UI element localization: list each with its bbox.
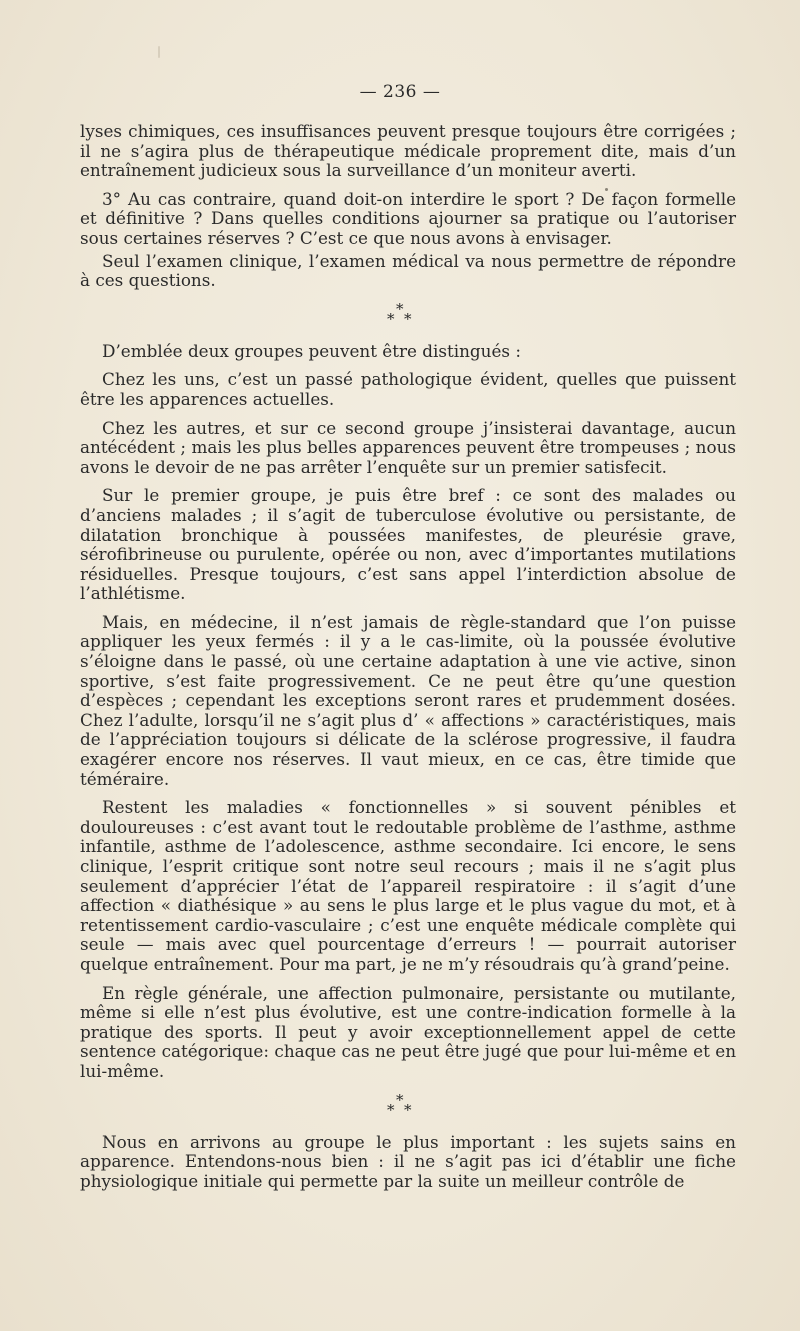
paragraph: Sur le premier groupe, je puis être bref : ce sont des malades ou d’anciens malades ; il s’agit de tuberculose évolutive ou persistante, de dilatation bronchique à poussées manifestes, de pleurésie grave, sérofibrineuse ou purulente, opérée ou non, avec d’importantes mutilations résiduelles. Presque toujours, c’est sans appel l’interdiction absolue de l’athlétisme. [80, 485, 736, 604]
paragraph: Mais, en médecine, il n’est jamais de règle-standard que l’on puisse appliquer les yeux fermés : il y a le cas-limite, où la poussée évolutive s’éloigne dans le passé, où une certaine adaptation à une vie active, sinon sportive, s’est faite progressivement. Ce ne peut être qu’une question d’espèces ; cependant les exceptions seront rares et prudemment dosées. Chez l’adulte, lorsqu’il ne s’agit plus d’ « affections » caractéristiques, mais de l’appréciation toujours si délicate de la sclérose progressive, il faudra exagérer encore nos réserves. Il vaut mieux, en ce cas, être timide que téméraire. [80, 611, 736, 789]
paragraph: Chez les uns, c’est un passé pathologique évident, quelles que puissent être les apparences actuelles. [80, 369, 736, 409]
paragraph: Seul l’examen clinique, l’examen médical va nous permettre de répondre à ces questions. [80, 250, 736, 291]
paragraph: Nous en arrivons au groupe le plus important : les sujets sains en apparence. Entendons-nous bien : il ne s’agit pas ici d’établir une fiche physiologique initiale qui permette par la suite un meilleur contrôle de [80, 1131, 736, 1191]
paragraph: Restent les maladies « fonctionnelles » si souvent pénibles et douloureuses : c’est avant tout le redoutable problème de l’asthme, asthme infantile, asthme de l’adolescence, asthme secondaire. Ici encore, le sens clinique, l’esprit critique sont notre seul recours ; mais il ne s’agit plus seulement d’apprécier l’état de l’appareil respiratoire : il s’agit d’une affection « diathésique » au sens le plus large et le plus vague du mot, et à retentissement cardio-vasculaire ; c’est une enquête médicale complète qui seule — mais avec quel pourcentage d’erreurs ! — pourrait autoriser quelque entraînement. Pour ma part, je ne m’y résoudrais qu’à grand’peine. [80, 797, 736, 974]
asterisk: * [404, 1100, 412, 1119]
paragraph: 3° Au cas contraire, quand doit-on interdire le sport ? De façon formelle et définitive ? Dans quelles conditions ajourner sa pratique ou l’autoriser sous certaines réserves ? C’est ce que nous avons à envisager. [80, 188, 736, 248]
paragraph: D’emblée deux groupes peuvent être distingués : [102, 340, 521, 361]
asterisk: * [396, 1090, 404, 1109]
paper-speck [158, 46, 160, 58]
article-body [80, 122, 736, 1200]
section-separator [80, 1091, 736, 1125]
paragraph: En règle générale, une affection pulmonaire, persistante ou mutilante, même si elle n’est plus évolutive, est une contre-indication formelle à la pratique des sports. Il peut y avoir exceptionnellement appel de cette sentence catégorique: chaque cas ne peut être jugé que pour lui-même et en lui-même. [80, 982, 736, 1081]
paragraph: lyses chimiques, ces insuffisances peuvent presque toujours être corrigées ; il ne s’agira plus de thérapeutique médicale proprement dite, mais d’un entraînement judicieux sous la surveillance d’un moniteur averti. [80, 121, 736, 181]
section-separator [80, 300, 736, 334]
asterisk: * [404, 309, 412, 328]
page-number: — 236 — [359, 82, 441, 102]
asterisk: * [387, 309, 395, 328]
paragraph: Chez les autres, et sur ce second groupe j’insisterai davantage, aucun antécédent ; mais les plus belles apparences peuvent être trompeuses ; nous avons le devoir de ne pas arrêter l’enquête sur un premier satisfecit. [80, 417, 736, 477]
asterisk: * [396, 299, 404, 318]
asterisk: * [387, 1100, 395, 1119]
